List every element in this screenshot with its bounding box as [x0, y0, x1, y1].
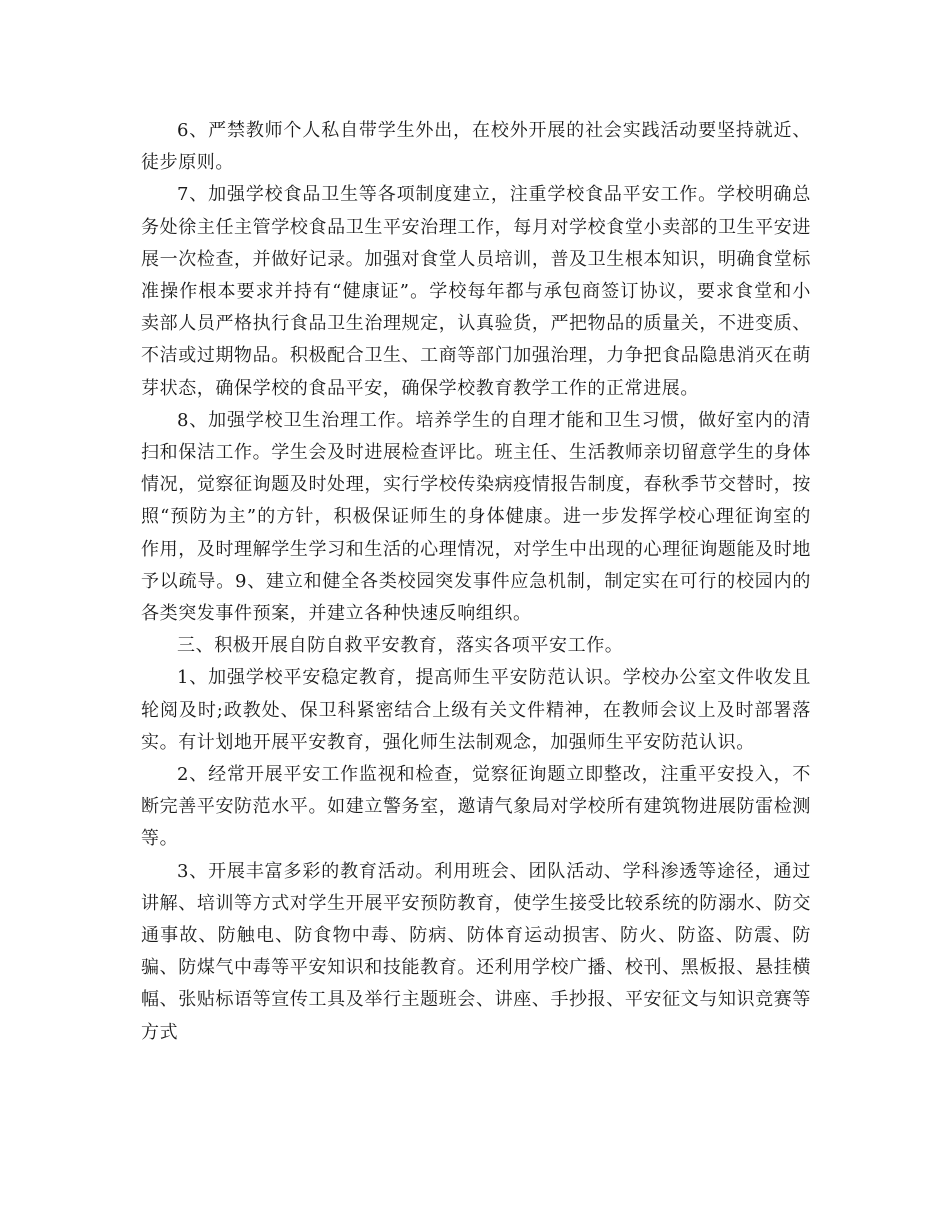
paragraph-item-8: 8、加强学校卫生治理工作。培养学生的自理才能和卫生习惯，做好室内的清扫和保洁工作。学生会及时进展检查评比。班主任、生活教师亲切留意学生的身体情况，觉察征询题及时处理，实行学校传染病疫情报告制度，春秋季节交替时，按照“预防为主”的方针，积极保证师生的身体健康。进一步发挥学校心理征询室的作用，及时理解学生学习和生活的心理情况，对学生中出现的心理征询题能及时地予以疏导。9、建立和健全各类校园突发事件应急机制，制定实在可行的校园内的各类突发事件预案，并建立各种快速反响组织。: [141, 409, 811, 625]
paragraph-item-7: 7、加强学校食品卫生等各项制度建立，注重学校食品平安工作。学校明确总务处徐主任主管学校食品卫生平安治理工作，每月对学校食堂小卖部的卫生平安进展一次检查，并做好记录。加强对食堂人员培训，普及卫生根本知识，明确食堂标准操作根本要求并持有“健康证”。学校每年都与承包商签订协议，要求食堂和小卖部人员严格执行食品卫生治理规定，认真验货，严把物品的质量关，不进变质、不洁或过期物品。积极配合卫生、工商等部门加强治理，力争把食品隐患消灭在萌芽状态，确保学校的食品平安，确保学校教育教学工作的正常进展。: [141, 184, 811, 399]
paragraph-item-6: 6、严禁教师个人私自带学生外出，在校外开展的社会实践活动要坚持就近、徒步原则。: [141, 120, 811, 174]
document-body: [141, 115, 811, 1049]
paragraph-item-3: 3、开展丰富多彩的教育活动。利用班会、团队活动、学科渗透等途径，通过讲解、培训等方式对学生开展平安预防教育，使学生接受比较系统的防溺水、防交通事故、防触电、防食物中毒、防病、防体育运动损害、防火、防盗、防震、防骗、防煤气中毒等平安知识和技能教育。还利用学校广播、校刊、黑板报、悬挂横幅、张贴标语等宣传工具及举行主题班会、讲座、手抄报、平安征文与知识竞赛等方式: [141, 860, 811, 1043]
paragraph-item-2: 2、经常开展平安工作监视和检查，觉察征询题立即整改，注重平安投入，不断完善平安防范水平。如建立警务室，邀请气象局对学校所有建筑物进展防雷检测等。: [141, 764, 811, 850]
paragraph-item-1: 1、加强学校平安稳定教育，提高师生平安防范认识。学校办公室文件收发且轮阅及时;政教处、保卫科紧密结合上级有关文件精神，在教师会议上及时部署落实。有计划地开展平安教育，强化师生法制观念，加强师生平安防范认识。: [141, 667, 811, 753]
section-heading-three: 三、积极开展自防自救平安教育，落实各项平安工作。: [177, 635, 624, 657]
